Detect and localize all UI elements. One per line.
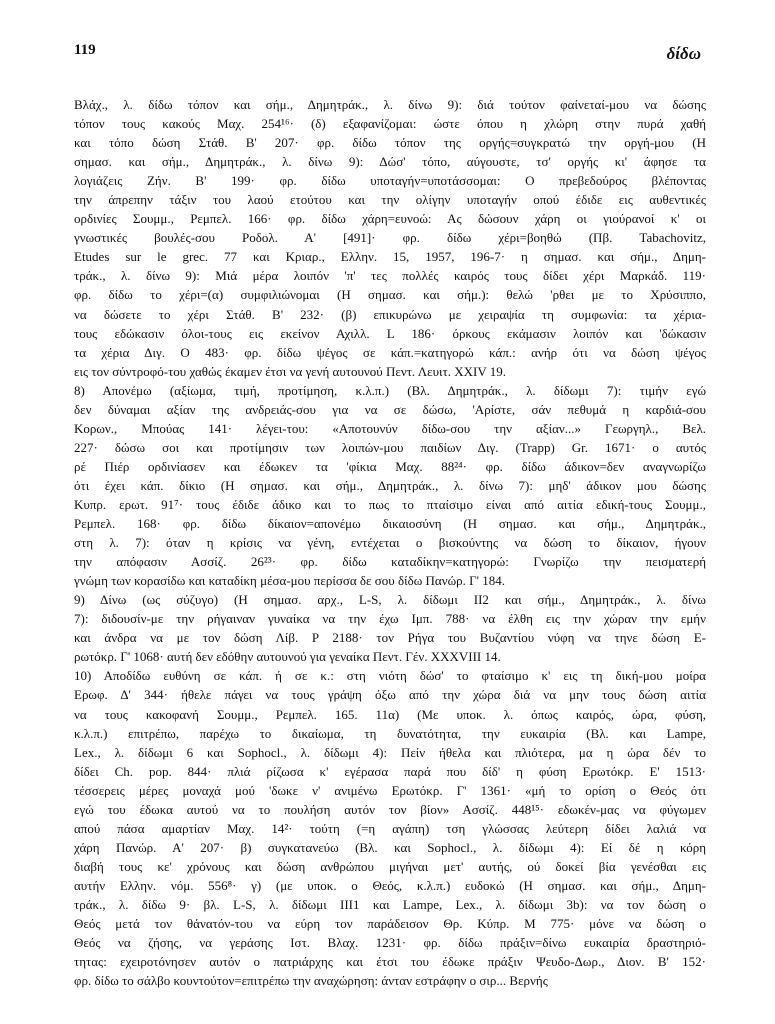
text-line: χάρη Πανώρ. Α' 207· β) συγκατανεύω (Βλ. και Sophocl., λ. δίδωμι 4): Εί δέ η κόρη xyxy=(74,839,706,855)
text-line: τα χέρια Διγ. Ο 483· φρ. δίδω ψέγος σε κάπ.=κατηγορώ κάπ.: ανήρ ότι να δώση ψέγος xyxy=(74,344,706,360)
text-line: Etudes sur le grec. 77 και Κριαρ., Ελλην. 15, 1957, 196-7· η σημασ. και σήμ., Δημη- xyxy=(74,249,706,265)
text-line: Lex., λ. δίδωμι 6 και Sophocl., λ. δίδωμι 4): Πείν ήθελα και πλιότερα, μα η ώρα δέν το xyxy=(74,744,706,760)
text-line: δεν δύναμαι αξίαν της ανδρειάς-σου για να σε δώσω, 'Αρίστε, σάν πεθυμά η καρδιά-σου xyxy=(74,401,706,417)
running-head: δίδω xyxy=(666,44,701,63)
text-line: τόπον τους κακούς Μαχ. 254¹⁶· (δ) εξαφανίζομαι: ώστε όπου η χλώρη στην πυρά χαθή xyxy=(74,116,706,132)
text-line: 227· δώσω σοι και προτίμησιν των λοιπών-μου παιδίων Διγ. (Trapp) Gr. 1671· ο αυτός xyxy=(74,439,706,455)
text-line: την απόφασιν Ασσίζ. 26²³· φρ. δίδω καταδίκην=κατηγορώ: Γνωρίζω την πεισματερή xyxy=(74,554,706,570)
text-line: να τους κακοφανή Σουμμ., Ρεμπελ. 165. 11α) (Με υποκ. λ. όπως καιρός, ώρα, φύση, xyxy=(74,706,706,722)
text-line: αυτήν Ελλην. νόμ. 556⁸· γ) (με υποκ. ο Θεός, κ.λ.π.) ευδοκώ (Η σημασ. και σήμ., Δημη- xyxy=(74,877,706,893)
text-line: γνώμη των κορασίδω και καταδίκη μέσα-μου περίσσα δε σου δίδω Πανώρ. Γ' 184. xyxy=(74,573,505,589)
text-line: Κυπρ. ερωτ. 91⁷· τους έδιδε άδικο και το πως το πταίσιμο είναι από αιτία εδική-τους Σουμμ., xyxy=(74,496,706,512)
text-line: να δώσετε το χέρι Στάθ. Β' 232· (β) επικυρώνω με χειραψία τη συμφωνία: τα χέρια- xyxy=(74,306,706,322)
text-line: γνωστικές βουλές-σου Ροδολ. Α' [491]· φρ. δίδω χέρι=βοηθώ (Πβ. Tabachovitz, xyxy=(74,230,706,246)
text-line: σημασ. και σήμ., Δημητράκ., λ. δίνω 9): Δώσ' τόπο, αύγουστε, τσ' οργής κι' άφησε τα xyxy=(74,154,706,170)
text-line: λογιάζεις Ζήν. Β' 199· φρ. δίδω υποταγήν=υποτάσσομαι: Ο πρεβεδούρος βλέποντας xyxy=(74,173,706,189)
text-line: και τόπο δώση Στάθ. Β' 207· φρ. δίδω τόπον της οργής=συγκρατώ την οργή-μου (Η xyxy=(74,135,706,151)
text-line: ορδινίες Σουμμ., Ρεμπελ. 166· φρ. δίδω χάρη=ευνοώ: Ας δώσουν χάρη οι γιούρανοί κ' οι xyxy=(74,211,706,227)
text-line: απού πάσα αμαρτίαν Μαχ. 14²· τούτη (=η αγάπη) τση γλώσσας λεύτερη δίδει λαλιά να xyxy=(74,820,706,836)
text-line: τράκ., λ. δίδω 9· βλ. L-S, λ. δίδωμι ΙΙΙ1 και Lampe, Lex., λ. δίδωμι 3b): να τον δώση ο xyxy=(74,896,706,912)
text-line: τράκ., λ. δίνω 9): Μιά μέρα λοιπόν 'π' τες πολλές καιρός τους δίδει χέρι Μαρκάδ. 119· xyxy=(74,268,706,284)
text-line: τους εδώκασιν όλοι-τους εις εκείνον Αχιλλ. L 186· όρκους εκάμασιν λοιπόν και 'δώκασιν xyxy=(74,325,706,341)
text-line: την άπρεπην τάξιν του λαού ετούτου και την ολίγην υποταγήν οπού έδιδε εις αυθεντικές xyxy=(74,192,706,208)
text-line: 10) Αποδίδω ευθύνη σε κάπ. ή σε κ.: στη νιότη δώσ' το φταίσιμο κ' εις τη δική-μου μοίρα xyxy=(74,668,706,684)
text-line: Βλάχ., λ. δίδω τόπον και σήμ., Δημητράκ., λ. δίνω 9): διά τούτον φαίνεταί-μου να δώσης xyxy=(74,97,706,112)
text-line: τέσσερεις μέρες μοναχά μού 'δωκε ν' ανιμένω Ερωτόκρ. Γ' 1361· «μή το ορίση ο Θεός ότι xyxy=(74,782,706,798)
text-line: φρ. δίδω το χέρι=(α) συμφιλιώνομαι (Η σημασ. και σήμ.): θελώ 'ρθει με το Χρύσιππο, xyxy=(74,287,706,303)
text-line: 8) Απονέμω (αξίωμα, τιμή, προτίμηση, κ.λ.π.) (Βλ. Δημητράκ., λ. δίδωμι 7): τιμήν εγώ xyxy=(74,382,706,398)
text-line: και άνδρα να με τον δώση Λίβ. P 2188· τον Ρήγα του Βυζαντίου νύφη να τηνε δώση Ε- xyxy=(74,630,706,646)
text-line: 7): διδουσίν-με την ρήγαιναν γυναίκα να την έχω Ιμπ. 788· να έλθη εις την χώραν την εμήν xyxy=(74,611,706,627)
text-line: τητας: εχειροτόνησεν αυτόν ο πατριάρχης και έτσι του έδωκε πράξιν Ψευδο-Δωρ., Διον. Β' 152· xyxy=(74,954,706,970)
text-line: εγώ του έδωκα αυτού να το πουλήση αυτόν τον βίον» Ασσίζ. 448¹⁵· εδωκέν-μας να φύγωμεν xyxy=(74,801,706,817)
text-line: φρ. δίδω το σάλβο κουντούτον=επιτρέπω την αναχώρηση: άνταν εστράφην ο σιρ... Βερνής xyxy=(74,973,548,989)
text-line: ρωτόκρ. Γ' 1068· αυτή δεν εδόθην αυτουνού για γεναίκα Πεντ. Γέν. XXXVIII 14. xyxy=(74,649,501,665)
text-line: Ερωφ. Δ' 344· ήθελε πάγει να τους γράψη όξω από την χώρα διά να μην τους δώση αιτία xyxy=(74,687,706,703)
text-line: ότι έχει κάπ. δίκιο (Η σημασ. και σήμ., Δημητράκ., λ. δίνω 7): μηδ' άδικον μου δώσης xyxy=(74,477,706,493)
text-line: δίδει Ch. pop. 844· πλιά ρίζωσα κ' εγέρασα παρά που δίδ' η φύση Ερωτόκρ. Ε' 1513· xyxy=(74,763,706,779)
text-line: Θεός μετά τον θάνατόν-του να εύρη τον παράδεισον Θρ. Κύπρ. Μ 775· μόνε να δώση ο xyxy=(74,916,706,932)
text-line: στη λ. 7): όταν η κρίσις να γένη, εντέχεται ο βισκούντης να δώση το δίκαιον, ήγουν xyxy=(74,535,706,551)
page-number: 119 xyxy=(74,42,96,58)
text-line: ρέ Πιέρ ορδινίασεν και έδωκεν τα 'φίκια Μαχ. 88²⁴· φρ. δίδω άδικον=δεν αναγνωρίζω xyxy=(74,458,706,474)
text-line: Κορων., Μπούας 141· λέγει-του: «Αποτουνύν δίδω-σου την αξίαν...» Γεωργηλ., Βελ. xyxy=(74,420,706,436)
dictionary-entry-text xyxy=(74,95,706,990)
text-line: Ρεμπελ. 168· φρ. δίδω δίκαιον=απονέμω δικαιοσύνη (Η σημασ. και σήμ., Δημητράκ., xyxy=(74,516,706,532)
text-line: Θεός να ζήσης, να γεράσης Ιστ. Βλαχ. 1231· φρ. δίδω πράξιν=δίνω ευκαιρία δραστηριό- xyxy=(74,935,706,951)
text-line: κ.λ.π.) επιτρέπω, παρέχω το δικαίωμα, τη δυνατότητα, την ευκαιρία (Βλ. και Lampe, xyxy=(74,725,706,741)
text-line: διαβή τους κε' χρόνους και δώση ανθρώπου μιγήναι μετ' αυτής, ού δοκεί βία γενέσθαι εις xyxy=(74,858,706,874)
text-line: εις τον σύντροφό-του χαθώς έκαμεν έτσι να γενή αυτουνού Πεντ. Λευιτ. XXIV 19. xyxy=(74,363,507,379)
text-line: 9) Δίνω (ως σύζυγο) (Η σημασ. αρχ., L-S, λ. δίδωμι ΙΙ2 και σήμ., Δημητράκ., λ. δίνω xyxy=(74,592,706,608)
